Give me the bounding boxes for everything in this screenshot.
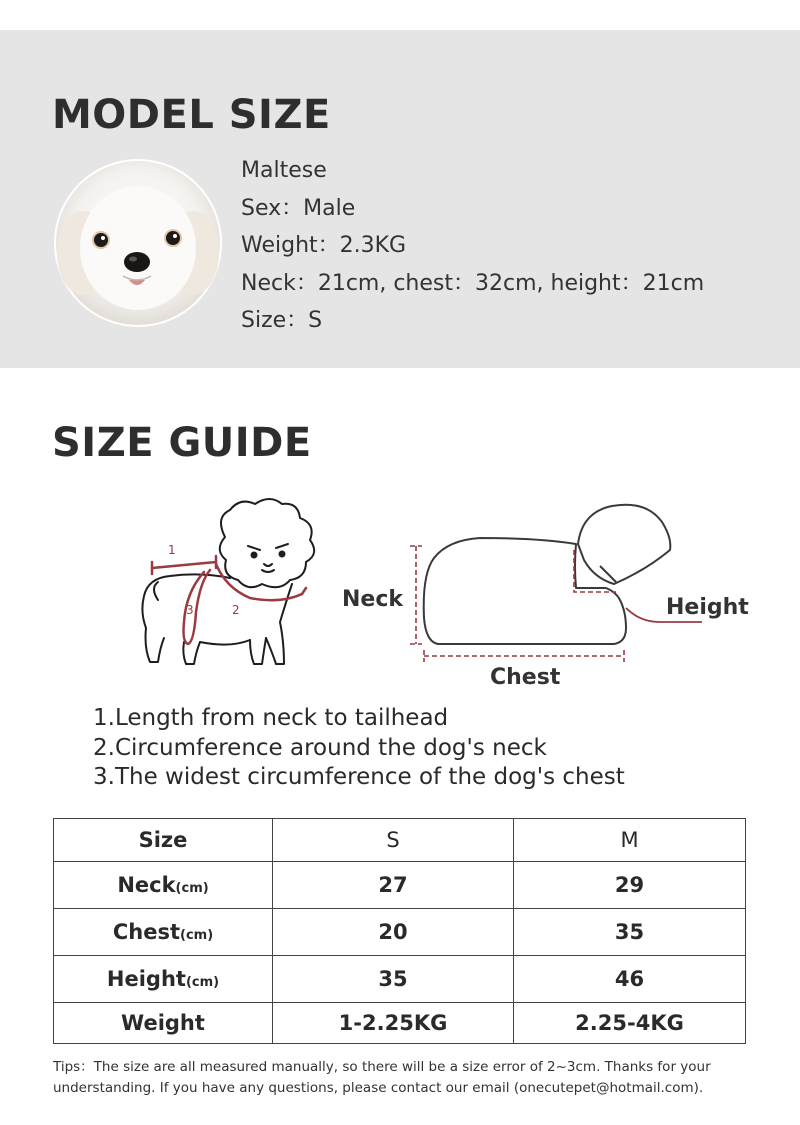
note-length: 1.Length from neck to tailhead [93,705,449,731]
model-size: Size：S [241,308,323,333]
table-row [54,909,746,956]
note-neck: 2.Circumference around the dog's neck [93,734,547,761]
row-label: Height(cm) [54,956,273,1003]
row-label: Weight [54,1003,273,1044]
header-size: Size [54,819,273,862]
diagram-number-3: 3 [186,603,194,617]
measurement-notes [93,704,625,793]
chest-label: Chest [490,665,561,690]
model-breed: Maltese [241,158,327,183]
model-measurements: Neck：21cm, chest：32cm, height：21cm [241,270,705,296]
table-row [54,862,746,909]
size-guide-title: SIZE GUIDE [52,420,312,466]
coat-measurement-diagram [330,500,770,700]
table-header-row [54,819,746,862]
cell-m: 35 [514,909,746,956]
tips-note: Tips：The size are all measured manually, so there will be a size error of 2~3cm. Thanks for your understanding. If you have any questions, please contact our email (onecutepet@hotmail.com). [53,1059,711,1096]
height-label: Height [666,595,749,620]
model-weight: Weight：2.3KG [241,233,407,258]
diagram-number-1: 1 [168,543,176,557]
cell-s: 27 [273,862,514,909]
neck-label: Neck [342,587,404,612]
cell-m: 29 [514,862,746,909]
header-m: M [514,819,746,862]
header-s: S [273,819,514,862]
table-row [54,1003,746,1044]
diagram-number-2: 2 [232,603,240,617]
cell-s: 20 [273,909,514,956]
size-table [53,818,746,1044]
cell-m: 2.25-4KG [514,1003,746,1044]
row-label: Neck(cm) [54,862,273,909]
row-label: Chest(cm) [54,909,273,956]
note-chest: 3.The widest circumference of the dog's chest [93,764,625,790]
model-sex: Sex：Male [241,195,356,221]
cell-m: 46 [514,956,746,1003]
cell-s: 35 [273,956,514,1003]
dog-measurement-diagram [130,492,330,682]
model-size-title: MODEL SIZE [52,92,331,138]
table-row [54,956,746,1003]
maltese-dog-photo [53,158,223,328]
cell-s: 1-2.25KG [273,1003,514,1044]
model-info [241,152,704,340]
